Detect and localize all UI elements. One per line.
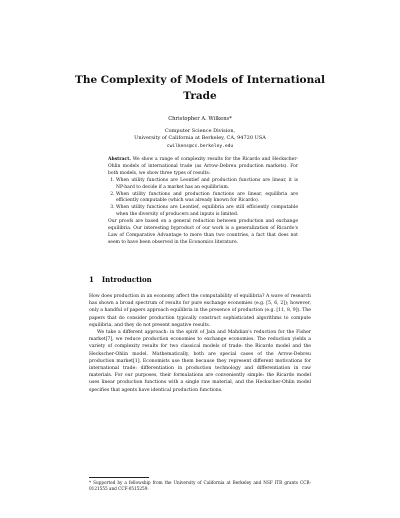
abstract-result-item: 1. When utility functions are Leontief and production functions are linear, it is NP-hard to decide if a market has an equilibrium. [116, 178, 298, 192]
body-paragraph: How does production in an economy affect the computability of equilibria? A wave of research has shown a broad spectrum of results for pure exchange economies (e.g. [5, 6, 2]); however, only a handful of papers approach equilibria in the presence of production (e.g. [11, 8, 9]). The papers that do consider production typically construct sophisticated algorithms to compute equilibria, and they do not present negative results. [89, 294, 311, 328]
section-number: 1 [89, 275, 94, 284]
abstract [108, 157, 298, 247]
affiliation-line-1: Computer Science Division, [164, 128, 236, 134]
abstract-result-item: 3. When utility functions are Leontief, equilibria are still efficiently computable when the diversity of producers and inputs is limited. [116, 205, 298, 219]
abstract-result-item: 2. When utility functions and production functions are linear, equilibria are efficiently computable (which was already known for Ricardo). [116, 192, 298, 206]
abstract-closing: Our proofs are based on a general reduction between production and exchange equilibria. Our interesting byproduct of our work is a generalization of Ricardo's Law of Comparative Advantage to more than two countries, a fact that does not seem to have been observed in the Economics literature. [108, 219, 298, 245]
affiliation [0, 128, 400, 150]
section-body [89, 293, 311, 394]
author-name: Christopher A. Wilkens* [168, 116, 232, 122]
footnote-rule [89, 477, 149, 478]
author-email: cwilkens@cs.berkeley.edu [166, 143, 234, 149]
section-title: Introduction [101, 275, 152, 284]
abstract-results-list [108, 178, 298, 219]
body-paragraph: We take a different approach: in the spirit of Jain and Mahdian's reduction for the Fisher market[7], we reduce production economies to exchange economies. The reduction yields a variety of complexity results for two classical models of trade: the Ricardo model and the Heckscher-Ohlin model. Mathematically, both are special cases of the Arrow-Debreu production market[1]. Economists use them because they represent different motivations for international trade: differentiation in production technology and differentiation in raw materials. For our purposes, their formulations are conveniently simple: the Ricardo model uses linear production functions with a single raw material, and the Heckscher-Ohlin model specifies that agents have identical production functions. [89, 330, 311, 393]
section-heading [89, 275, 152, 284]
paper-title: The Complexity of Models of International Trade [75, 74, 325, 102]
abstract-label: Abstract. [108, 157, 131, 162]
abstract-intro: We show a range of complexity results for the Ricardo and Heckscher-Ohlin models of international trade (as Arrow-Debreu production markets). For both models, we show three types of results: [108, 157, 299, 176]
affiliation-line-2: University of California at Berkeley, CA, 94720 USA [134, 135, 266, 142]
footnote: * Supported by a fellowship from the University of California at Berkeley and NSF ITR grants CCR-0121555 and CCF-0515259. [89, 480, 311, 492]
